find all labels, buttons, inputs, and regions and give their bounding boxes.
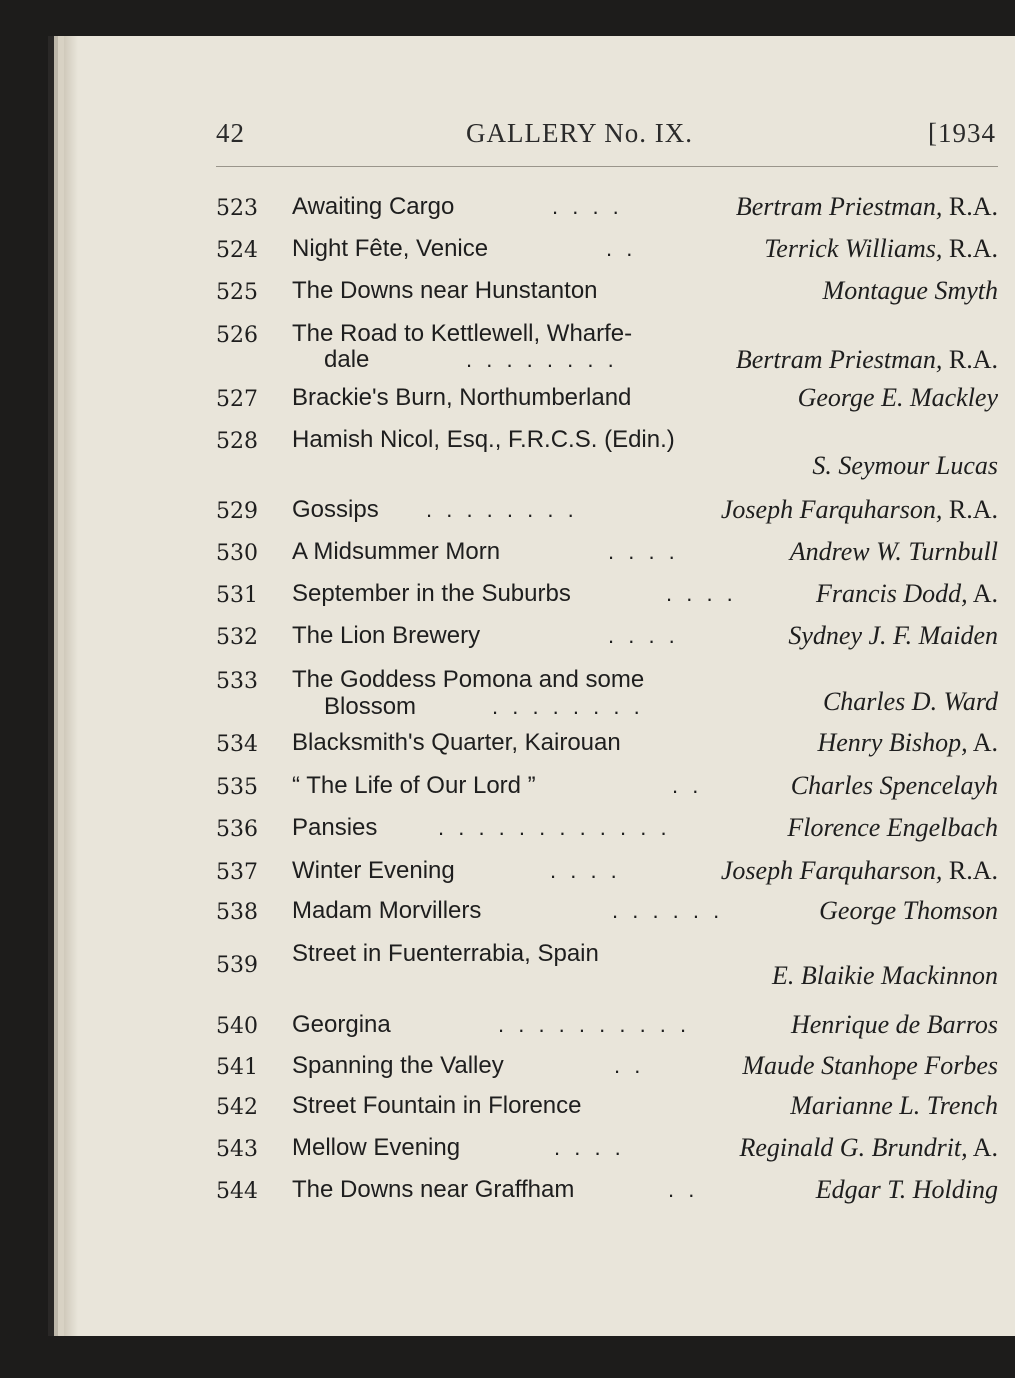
entry-title: Mellow Evening bbox=[292, 1134, 461, 1161]
artist-honours: A. bbox=[967, 728, 998, 757]
entry-number: 539 bbox=[216, 953, 258, 978]
artist-name: E. Blaikie Mackinnon bbox=[772, 961, 998, 990]
entry-artist bbox=[798, 384, 998, 412]
page-number: 42 bbox=[216, 118, 245, 148]
artist-name: Francis Dodd, bbox=[815, 579, 968, 608]
entry-artist bbox=[721, 857, 998, 885]
entry-number: 530 bbox=[216, 541, 258, 566]
artist-name: George E. Mackley bbox=[797, 383, 998, 412]
entry-title: Spanning the Valley bbox=[292, 1052, 504, 1079]
leader-dots: . . bbox=[672, 773, 703, 798]
artist-name: Charles D. Ward bbox=[822, 687, 998, 716]
leader-dots: . . . . bbox=[608, 539, 679, 564]
artist-name: Bertram Priestman, bbox=[735, 192, 943, 221]
leader-dots: . . . . bbox=[552, 194, 623, 219]
artist-name: Florence Engelbach bbox=[787, 813, 998, 842]
artist-name: Bertram Priestman, bbox=[735, 345, 943, 374]
leader-dots: . . . . . . . . bbox=[426, 497, 578, 522]
entry-title: The Road to Kettlewell, Wharfe- bbox=[292, 320, 633, 347]
artist-honours: A. bbox=[967, 1133, 998, 1162]
entry-artist bbox=[817, 729, 998, 757]
artist-name: Sydney J. F. Maiden bbox=[788, 621, 998, 650]
entry-number: 529 bbox=[216, 499, 258, 524]
entry-artist bbox=[739, 1134, 998, 1162]
entry-title: “ The Life of Our Lord ” bbox=[292, 772, 536, 799]
artist-honours: R.A. bbox=[942, 234, 998, 263]
entry-number: 540 bbox=[216, 1014, 258, 1039]
artist-name: Edgar T. Holding bbox=[815, 1175, 998, 1204]
entry-artist bbox=[788, 622, 998, 650]
entry-title-continued: dale bbox=[324, 346, 370, 373]
entry-title: Hamish Nicol, Esq., F.R.C.S. (Edin.) bbox=[292, 426, 675, 453]
page-header bbox=[216, 118, 996, 152]
leader-dots: . . . . bbox=[608, 623, 679, 648]
entry-artist bbox=[772, 962, 998, 990]
leader-dots: . . bbox=[606, 236, 637, 261]
leader-dots: . . . . . . . . bbox=[492, 694, 644, 719]
entry-number: 523 bbox=[216, 196, 258, 221]
entry-number: 536 bbox=[216, 817, 258, 842]
entry-title: The Goddess Pomona and some bbox=[292, 666, 645, 693]
leader-dots: . . . . . . . . bbox=[466, 347, 618, 372]
entry-number: 538 bbox=[216, 900, 258, 925]
entry-artist bbox=[816, 1176, 998, 1204]
artist-name: Charles Spencelayh bbox=[790, 771, 998, 800]
leader-dots: . . . . . . . . . . bbox=[498, 1012, 691, 1037]
artist-honours: A. bbox=[967, 579, 998, 608]
artist-name: Joseph Farquharson, bbox=[720, 856, 943, 885]
entry-number: 533 bbox=[216, 669, 258, 694]
entry-number: 527 bbox=[216, 387, 258, 412]
leader-dots: . . . . bbox=[666, 581, 737, 606]
entry-number: 537 bbox=[216, 860, 258, 885]
artist-name: Maude Stanhope Forbes bbox=[742, 1051, 998, 1080]
entry-artist bbox=[790, 538, 998, 566]
entry-title: September in the Suburbs bbox=[292, 580, 571, 607]
entry-artist bbox=[812, 452, 998, 480]
entry-artist bbox=[736, 346, 998, 374]
entry-title: Pansies bbox=[292, 814, 378, 841]
entry-title: The Lion Brewery bbox=[292, 622, 481, 649]
artist-honours: R.A. bbox=[942, 495, 998, 524]
page-gutter bbox=[64, 36, 78, 1336]
entry-title: Madam Morvillers bbox=[292, 897, 482, 924]
artist-name: Marianne L. Trench bbox=[790, 1091, 998, 1120]
entry-number: 543 bbox=[216, 1137, 258, 1162]
entry-number: 534 bbox=[216, 732, 258, 757]
entry-title: Night Fête, Venice bbox=[292, 235, 489, 262]
entry-title: Winter Evening bbox=[292, 857, 455, 884]
entry-number: 525 bbox=[216, 280, 258, 305]
entry-number: 531 bbox=[216, 583, 258, 608]
entry-artist bbox=[791, 772, 998, 800]
entry-artist bbox=[742, 1052, 998, 1080]
entry-number: 524 bbox=[216, 238, 258, 263]
leader-dots: . . . . bbox=[554, 1135, 625, 1160]
entry-title: Blacksmith's Quarter, Kairouan bbox=[292, 729, 621, 756]
header-rule bbox=[216, 166, 998, 167]
entry-title: Street Fountain in Florence bbox=[292, 1092, 582, 1119]
entry-artist bbox=[787, 814, 998, 842]
artist-name: Montague Smyth bbox=[822, 276, 998, 305]
entry-title: Awaiting Cargo bbox=[292, 193, 455, 220]
artist-name: Henry Bishop, bbox=[817, 728, 968, 757]
entry-number: 535 bbox=[216, 775, 258, 800]
entry-title: Brackie's Burn, Northumberland bbox=[292, 384, 632, 411]
entry-title: Street in Fuenterrabia, Spain bbox=[292, 940, 599, 967]
leader-dots: . . bbox=[668, 1177, 699, 1202]
leader-dots: . . . . . . . . . . . . bbox=[438, 815, 671, 840]
entry-title: The Downs near Hunstanton bbox=[292, 277, 598, 304]
entry-title: The Downs near Graffham bbox=[292, 1176, 575, 1203]
entry-title: Gossips bbox=[292, 496, 379, 523]
entry-artist bbox=[721, 496, 998, 524]
leader-dots: . . . . . . bbox=[612, 898, 724, 923]
entry-number: 541 bbox=[216, 1055, 258, 1080]
artist-name: S. Seymour Lucas bbox=[812, 451, 998, 480]
entry-title-continued: Blossom bbox=[324, 693, 417, 720]
entry-artist bbox=[823, 277, 998, 305]
entry-artist bbox=[790, 1092, 998, 1120]
artist-name: Reginald G. Brundrit, bbox=[739, 1133, 968, 1162]
artist-name: Joseph Farquharson, bbox=[720, 495, 943, 524]
artist-name: Terrick Williams, bbox=[764, 234, 943, 263]
artist-name: Andrew W. Turnbull bbox=[789, 537, 998, 566]
entry-number: 544 bbox=[216, 1179, 258, 1204]
entry-artist bbox=[791, 1011, 998, 1039]
leader-dots: . . bbox=[614, 1053, 645, 1078]
entry-artist bbox=[819, 897, 998, 925]
artist-honours: R.A. bbox=[942, 192, 998, 221]
year: [1934 bbox=[928, 118, 996, 148]
entry-number: 526 bbox=[216, 323, 258, 348]
entry-number: 528 bbox=[216, 429, 258, 454]
artist-honours: R.A. bbox=[942, 345, 998, 374]
entry-title: Georgina bbox=[292, 1011, 391, 1038]
entry-number: 542 bbox=[216, 1095, 258, 1120]
artist-name: George Thomson bbox=[819, 896, 998, 925]
artist-honours: R.A. bbox=[942, 856, 998, 885]
entry-number: 532 bbox=[216, 625, 258, 650]
artist-name: Henrique de Barros bbox=[790, 1010, 998, 1039]
gallery-title: GALLERY No. IX. bbox=[466, 118, 693, 148]
entry-artist bbox=[823, 688, 998, 716]
entry-title: A Midsummer Morn bbox=[292, 538, 501, 565]
entry-artist bbox=[736, 193, 998, 221]
entry-artist bbox=[816, 580, 998, 608]
leader-dots: . . . . bbox=[550, 858, 621, 883]
entry-artist bbox=[764, 235, 998, 263]
